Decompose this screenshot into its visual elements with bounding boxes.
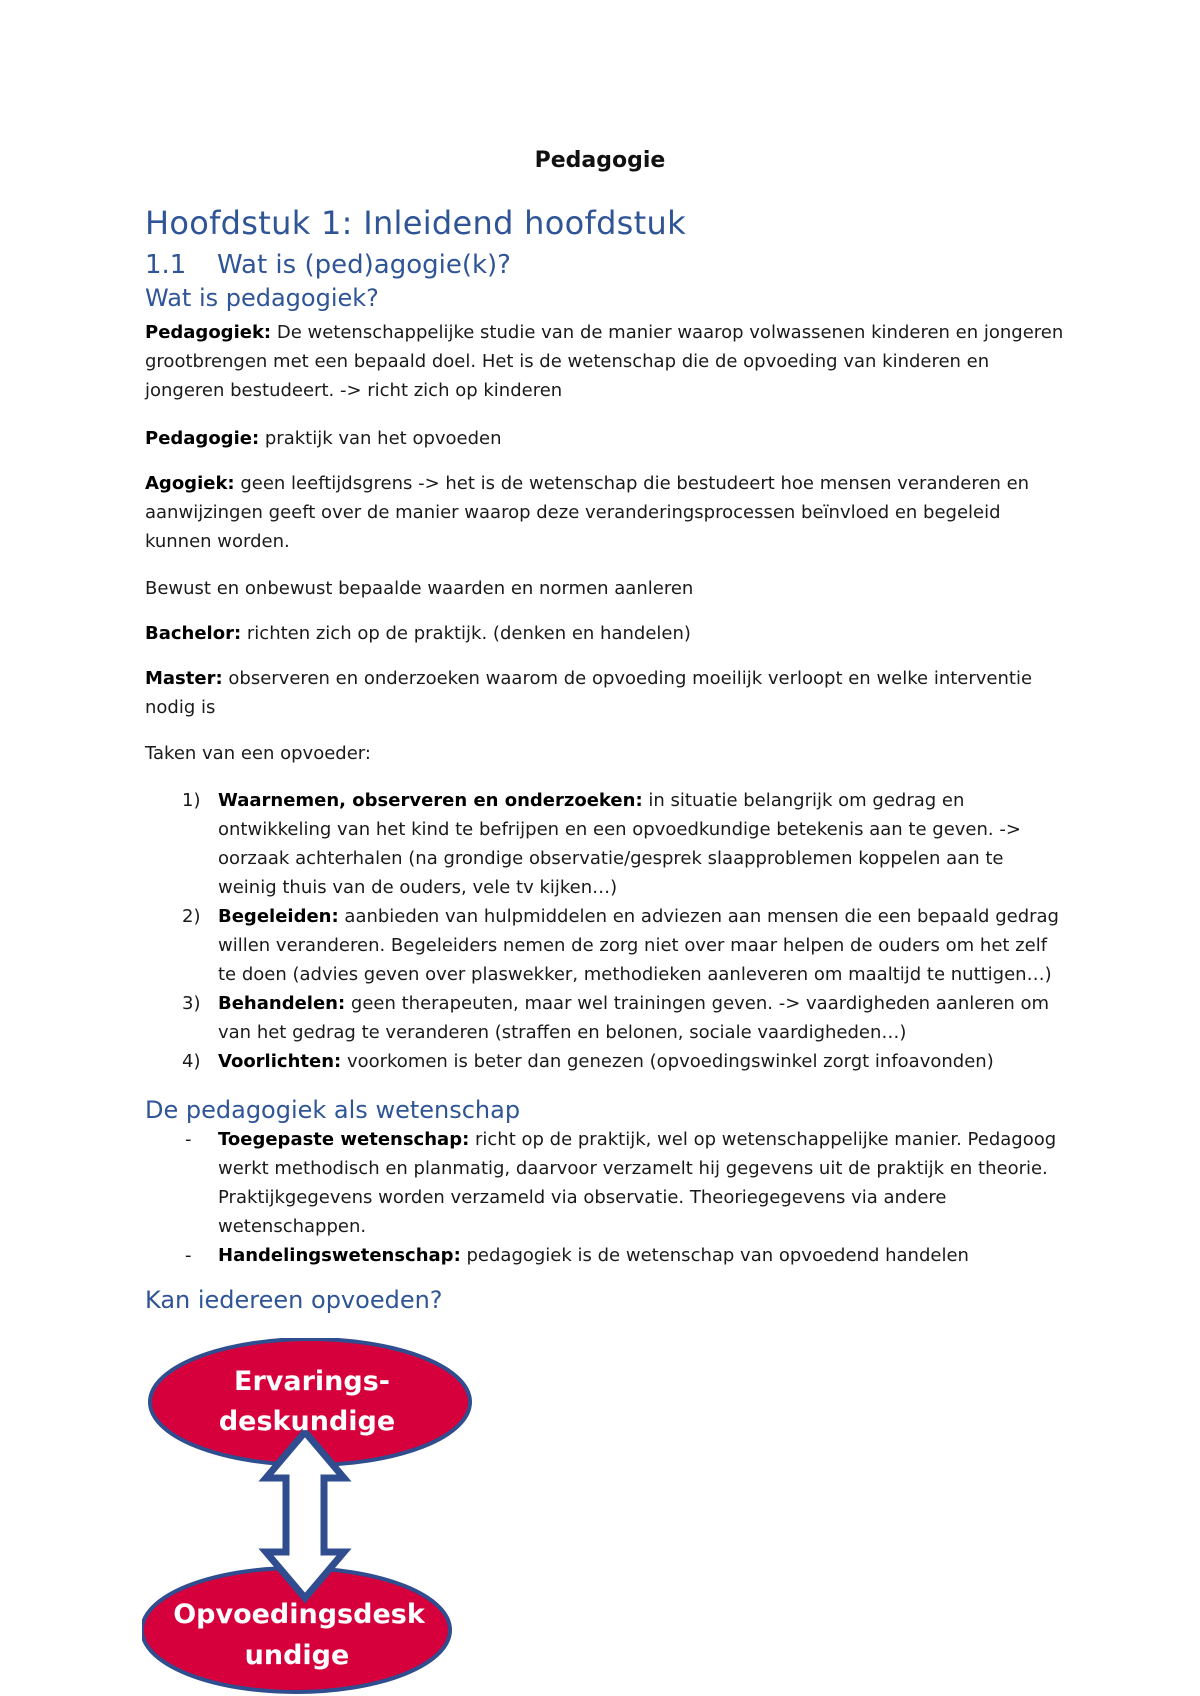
- list-marker: 1): [182, 790, 201, 811]
- list-item-term: Waarnemen, observeren en onderzoeken:: [218, 790, 643, 811]
- list-item-term: Voorlichten:: [218, 1051, 342, 1072]
- list-item-term: Behandelen:: [218, 993, 346, 1014]
- list-marker: -: [185, 1129, 192, 1150]
- definition-pedagogiek: [145, 318, 1065, 405]
- definition-text: De wetenschappelijke studie van de manier waarop volwassenen kinderen en jongeren grootbrengen met een bepaald doel. Het is de wetenschap die de opvoeding van kinderen en jongeren bestudeert. -> richt zich op kinderen: [145, 322, 1064, 401]
- term-agogiek: Agogiek:: [145, 473, 235, 494]
- section-title: Wat is (ped)agogie(k)?: [217, 250, 511, 280]
- paragraph-bewust: Bewust en onbewust bepaalde waarden en normen aanleren: [145, 578, 694, 599]
- definition-text: observeren en onderzoeken waarom de opvoeding moeilijk verloopt en welke interventie nodig is: [145, 668, 1033, 718]
- list-item: [145, 1125, 1065, 1241]
- list-item-term: Handelingswetenschap:: [218, 1245, 461, 1266]
- list-item-text: geen therapeuten, maar wel trainingen geven. -> vaardigheden aanleren om van het gedrag te veranderen (straffen en belonen, sociale vaardigheden…): [218, 993, 1050, 1043]
- subheading-wat-is-pedagogiek: Wat is pedagogiek?: [145, 284, 379, 312]
- definition-text: praktijk van het opvoeden: [259, 428, 502, 449]
- list-item: [145, 902, 1065, 989]
- ellipse-top-label-line1: Ervarings-: [234, 1366, 390, 1397]
- list-item: [145, 1241, 1065, 1270]
- list-item-term: Begeleiden:: [218, 906, 339, 927]
- list-item-term: Toegepaste wetenschap:: [218, 1129, 470, 1150]
- chapter-heading: Hoofdstuk 1: Inleidend hoofdstuk: [145, 204, 686, 242]
- list-item-text: in situatie belangrijk om gedrag en ontwikkeling van het kind te befrijpen en een opvoedkundige betekenis aan te geven. -> oorzaak achterhalen (na grondige observatie/gesprek slaapproblemen koppelen aan te weinig thuis van de ouders, vele tv kijken…): [218, 790, 1021, 898]
- list-item-text: voorkomen is beter dan genezen (opvoedingswinkel zorgt infoavonden): [341, 1051, 994, 1072]
- term-bachelor: Bachelor:: [145, 623, 242, 644]
- term-pedagogie: Pedagogie:: [145, 428, 260, 449]
- list-item: [145, 786, 1065, 902]
- list-item: [145, 989, 1065, 1047]
- definition-text: richten zich op de praktijk. (denken en handelen): [241, 623, 691, 644]
- ellipse-bottom-label-line2: undige: [244, 1640, 350, 1671]
- list-item-text: pedagogiek is de wetenschap van opvoedend handelen: [460, 1245, 969, 1266]
- list-item: [145, 1047, 1065, 1076]
- ellipse-top-label-line2: deskundige: [218, 1406, 396, 1437]
- paragraph-taken-intro: Taken van een opvoeder:: [145, 743, 371, 764]
- section-number: 1.1: [145, 250, 187, 280]
- bullet-list-wetenschap: [145, 1125, 1065, 1270]
- definition-bachelor: [145, 619, 1065, 648]
- list-item-text: richt op de praktijk, wel op wetenschappelijke manier. Pedagoog werkt methodisch en planmatig, daarvoor verzamelt hij gegevens uit de praktijk en theorie. Praktijkgegevens worden verzameld via observatie. Theoriegegevens via andere wetenschappen.: [218, 1129, 1057, 1237]
- list-marker: 2): [182, 906, 201, 927]
- list-item-text: aanbieden van hulpmiddelen en adviezen aan mensen die een bepaald gedrag willen veranderen. Begeleiders nemen de zorg niet over maar helpen de ouders om het zelf te doen (advies geven over plaswekker, methodieken aanleveren om maaltijd te nuttigen…): [218, 906, 1059, 985]
- opvoeden-diagram: [142, 1338, 482, 1696]
- document-title: Pedagogie: [534, 148, 666, 173]
- list-marker: -: [185, 1245, 192, 1266]
- list-marker: 4): [182, 1051, 201, 1072]
- definition-text: geen leeftijdsgrens -> het is de wetenschap die bestudeert hoe mensen veranderen en aanwijzingen geeft over de manier waarop deze veranderingsprocessen beïnvloed en begeleid kunnen worden.: [145, 473, 1030, 552]
- ellipse-bottom-label-line1: Opvoedingsdesk: [173, 1599, 425, 1630]
- term-pedagogiek: Pedagogiek:: [145, 322, 272, 343]
- section-heading: [145, 250, 511, 280]
- list-marker: 3): [182, 993, 201, 1014]
- definition-agogiek: [145, 469, 1065, 556]
- term-master: Master:: [145, 668, 223, 689]
- subheading-pedagogiek-als-wetenschap: De pedagogiek als wetenschap: [145, 1096, 521, 1124]
- subheading-kan-iedereen-opvoeden: Kan iedereen opvoeden?: [145, 1286, 443, 1314]
- definition-pedagogie: [145, 424, 1065, 453]
- numbered-list-taken: [145, 786, 1065, 1076]
- definition-master: [145, 664, 1065, 722]
